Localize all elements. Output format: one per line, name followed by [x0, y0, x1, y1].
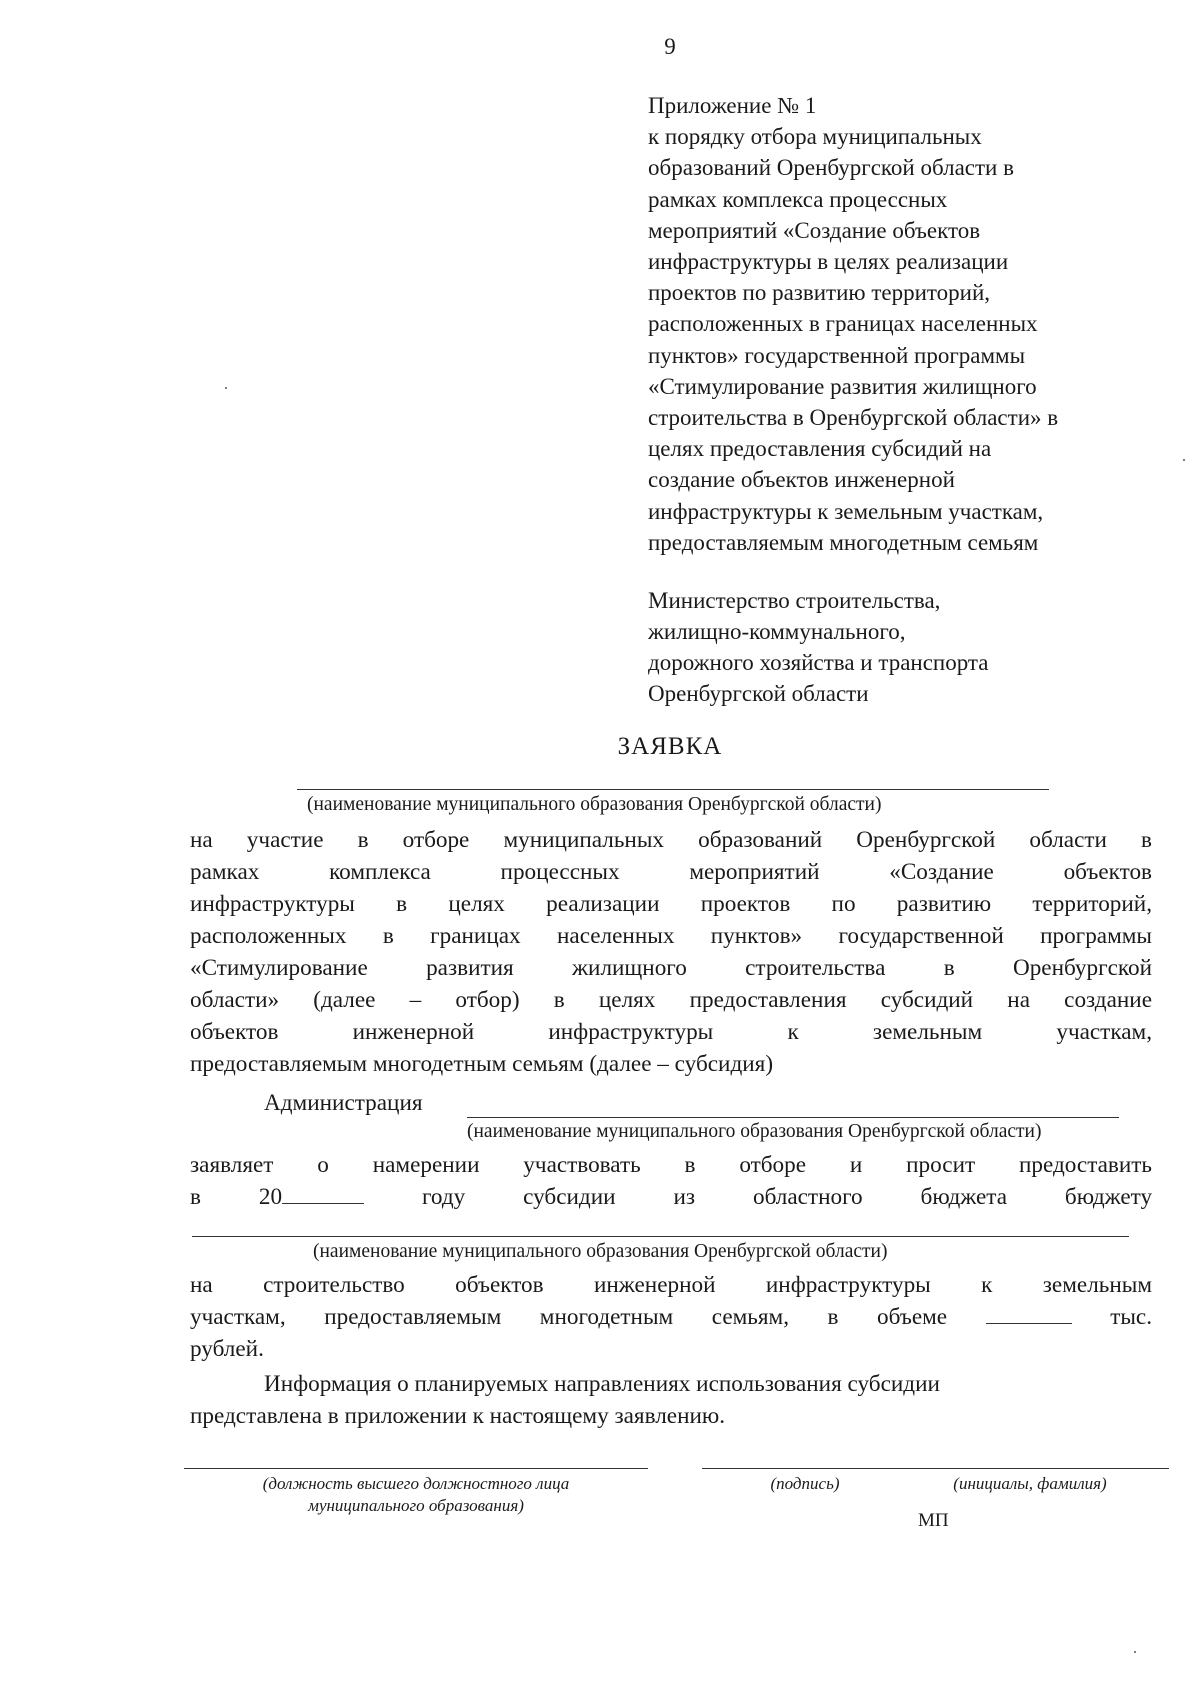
info-paragraph [190, 1368, 1152, 1432]
scan-speck [1183, 459, 1185, 461]
appendix-line: «Стимулирование развития жилищного [648, 373, 1037, 399]
appendix-line: Приложение № 1 [648, 93, 817, 118]
paragraph-line: расположенных в границах населенных пунктов» государственной программы [190, 923, 1152, 949]
position-caption: (должность высшего должностного лица [262, 1474, 570, 1493]
paragraph-line: предоставляемым многодетным семьям (далее – субсидия) [190, 1051, 774, 1077]
paragraph-word: из [673, 1184, 696, 1210]
appendix-line: инфраструктуры к земельным участкам, [648, 498, 1044, 524]
signature-field[interactable] [702, 1468, 1169, 1469]
addressee-line: Оренбургской области [648, 681, 869, 706]
page-number: 9 [664, 34, 676, 59]
paragraph-line: представлена в приложении к настоящему заявлению. [190, 1403, 726, 1429]
addressee-line: жилищно-коммунального, [648, 619, 906, 644]
scan-speck [225, 387, 227, 389]
appendix-line: образований Оренбургской области в [648, 155, 1014, 181]
position-field[interactable] [184, 1468, 648, 1469]
paragraph-line: объектов инженерной инфраструктуры к земельным участкам, [190, 1019, 1152, 1045]
appendix-line: создание объектов инженерной [648, 467, 955, 493]
administration-label: Администрация [264, 1090, 423, 1116]
addressee-line: дорожного хозяйства и транспорта [648, 650, 989, 675]
appendix-line: строительства в Оренбургской области» в [648, 405, 1059, 431]
appendix-line: проектов по развитию территорий, [648, 280, 991, 306]
scan-speck [1134, 1651, 1136, 1653]
municipality-name-field[interactable] [297, 789, 1049, 790]
field-caption: (наименование муниципального образования Оренбургской области) [307, 794, 882, 815]
application-paragraph [190, 824, 1152, 1080]
position-caption: муниципального образования) [308, 1496, 524, 1515]
paragraph-line: «Стимулирование развития жилищного строительства в Оренбургской [190, 955, 1152, 981]
year-blank[interactable] [282, 1183, 364, 1204]
stamp-label: МП [918, 1510, 949, 1531]
paragraph-line: на участие в отборе муниципальных образований Оренбургской области в [190, 827, 1152, 853]
amount-field[interactable] [986, 1303, 1072, 1324]
document-title: ЗАЯВКА [617, 733, 723, 760]
paragraph-word: бюджета [920, 1184, 1007, 1210]
paragraph-line: области» (далее – отбор) в целях предоставления субсидий на создание [190, 987, 1152, 1013]
paragraph-line: Информация о планируемых направлениях использования субсидии [264, 1371, 940, 1397]
appendix-line: пунктов» государственной программы [648, 342, 1026, 368]
name-caption: (инициалы, фамилия) [953, 1474, 1107, 1493]
amount-line [190, 1301, 1152, 1333]
appendix-line: целях предоставления субсидий на [648, 436, 992, 462]
appendix-line: мероприятий «Создание объектов [648, 217, 981, 243]
year-field[interactable]: 20 [259, 1184, 364, 1210]
addressee-line: Министерство строительства, [648, 588, 941, 613]
paragraph-line: инфраструктуры в целях реализации проектов по развитию территорий, [190, 891, 1152, 917]
purpose-paragraph [190, 1269, 1152, 1365]
paragraph-line: заявляет о намерении участвовать в отборе и просит предоставить [190, 1152, 1152, 1178]
appendix-line: инфраструктуры в целях реализации [648, 249, 1009, 275]
amount-text: участкам, предоставляемым многодетным семьям, в объеме [190, 1304, 948, 1330]
appendix-block [648, 90, 1168, 558]
year-line [190, 1181, 1152, 1213]
budget-recipient-field[interactable] [192, 1236, 1129, 1237]
paragraph-line: рамках комплекса процессных мероприятий «Создание объектов [190, 859, 1152, 885]
appendix-line: расположенных в границах населенных [648, 311, 1038, 337]
signature-caption: (подпись) [770, 1474, 840, 1493]
year-prefix: в [190, 1184, 201, 1210]
administration-name-field[interactable] [467, 1117, 1119, 1118]
appendix-line: предоставляемым многодетным семьям [648, 529, 1039, 555]
appendix-line: к порядку отбора муниципальных [648, 124, 982, 150]
paragraph-word: году [421, 1184, 466, 1210]
appendix-line: рамках комплекса процессных [648, 186, 948, 212]
paragraph-line: рублей. [190, 1336, 264, 1362]
field-caption: (наименование муниципального образования Оренбургской области) [313, 1241, 888, 1262]
addressee-block [648, 585, 1168, 709]
paragraph-word: бюджету [1064, 1184, 1153, 1210]
paragraph-line: на строительство объектов инженерной инфраструктуры к земельным [190, 1272, 1152, 1298]
paragraph-word: областного [752, 1184, 863, 1210]
request-paragraph [190, 1149, 1152, 1213]
field-caption: (наименование муниципального образования Оренбургской области) [467, 1121, 1042, 1142]
amount-unit: тыс. [1110, 1304, 1152, 1330]
paragraph-word: субсидии [523, 1184, 616, 1210]
